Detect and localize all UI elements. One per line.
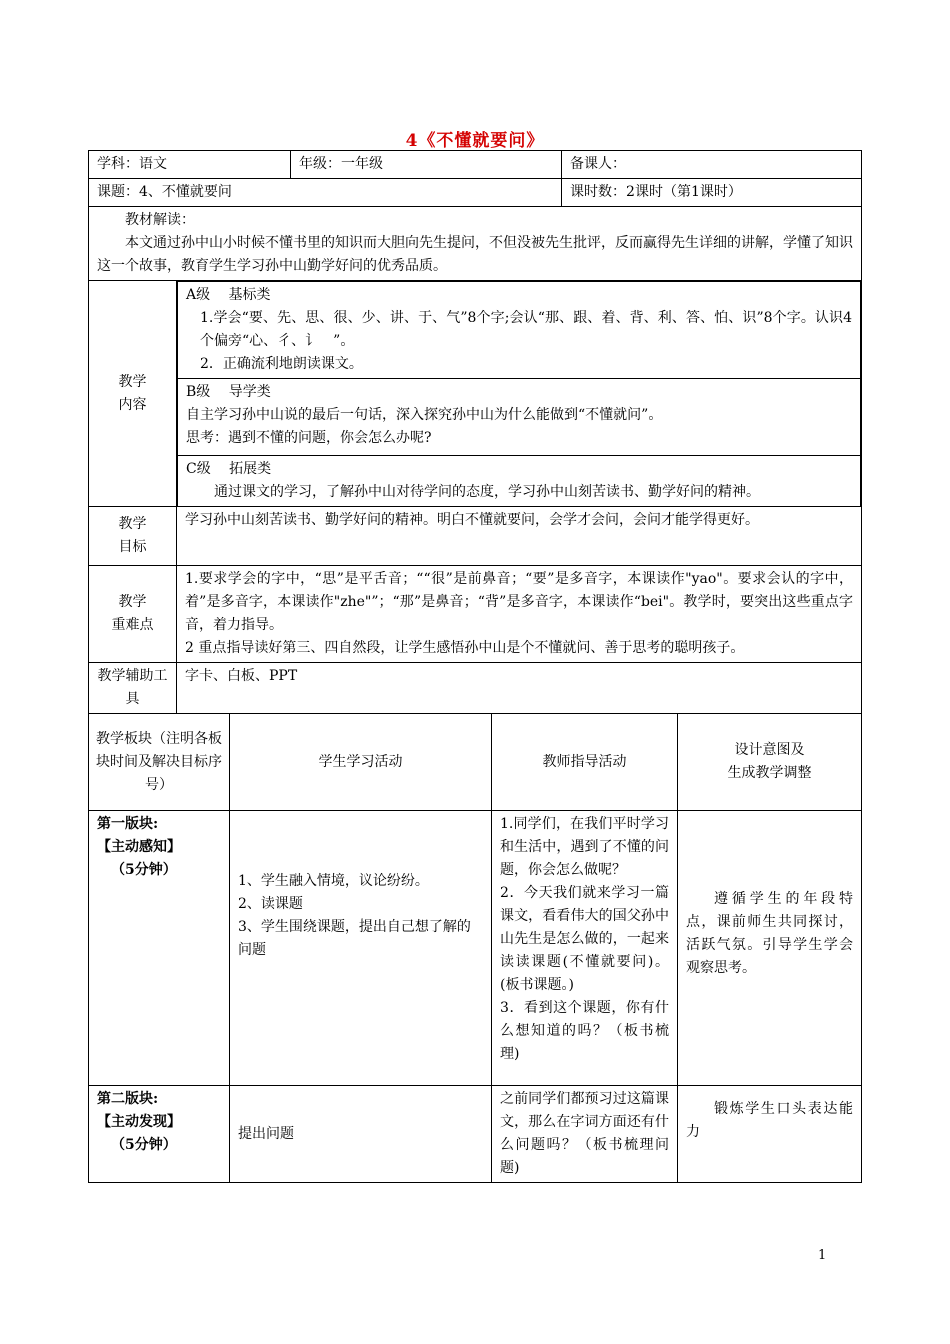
material-body: 本文通过孙中山小时候不懂书里的知识而大胆向先生提问，不但没被先生批评，反而赢得先生详细的讲解，学懂了知识这一个故事，教育学生学习孙中山勤学好问的优秀品质。 xyxy=(97,235,854,274)
level-c xyxy=(178,456,861,507)
level-a-line1: 1.学会“要、先、思、很、少、讲、于、气”8个字;会认“那、跟、着、背、利、答、怕、识”8个字。认识4个偏旁“心、彳、讠 ”。 xyxy=(200,310,853,349)
material-row xyxy=(89,207,862,281)
tools-body: 字卡、白板、PPT xyxy=(177,663,862,714)
hours-cell: 课时数：2课时（第1课时） xyxy=(562,179,862,207)
keypoints-line2: 2 重点指导读好第三、四自然段，让学生感悟孙中山是个不懂就问、善于思考的聪明孩子。 xyxy=(185,640,745,656)
process-col-intent: 设计意图及 生成教学调整 xyxy=(678,714,862,811)
goal-body: 学习孙中山刻苦读书、勤学好问的精神。明白不懂就要问，会学才会问，会问才能学得更好。 xyxy=(177,507,862,566)
keypoints-cell xyxy=(177,566,862,663)
material-cell xyxy=(89,207,862,281)
block-2-student: 提出问题 xyxy=(230,1086,492,1183)
level-c-line1: 通过课文的学习，了解孙中山对待学问的态度，学习孙中山刻苦读书、勤学好问的精神。 xyxy=(214,484,760,500)
level-b-line1: 自主学习孙中山说的最后一句话，深入探究孙中山为什么能做到“不懂就问”。 xyxy=(186,407,663,423)
content-label: 教学 内容 xyxy=(89,281,177,507)
level-b-line2: 思考：遇到不懂的问题，你会怎么办呢? xyxy=(186,430,432,446)
process-header-row xyxy=(89,714,862,811)
topic-cell: 课题：4、不懂就要问 xyxy=(89,179,562,207)
goal-row xyxy=(89,507,862,566)
keypoints-row xyxy=(89,566,862,663)
level-a-heading: A级 基标类 xyxy=(186,287,271,303)
process-col-teacher: 教师指导活动 xyxy=(492,714,678,811)
subject-cell: 学科：语文 xyxy=(89,151,291,179)
process-col-student: 学生学习活动 xyxy=(230,714,492,811)
grade-cell: 年级：一年级 xyxy=(291,151,562,179)
level-b-heading: B级 导学类 xyxy=(186,384,271,400)
block-1-title: 第一版块: 【主动感知】 （5分钟） xyxy=(89,811,230,1086)
header-row-2 xyxy=(89,179,862,207)
preparer-cell: 备课人： xyxy=(562,151,862,179)
block-row-1 xyxy=(89,811,862,1086)
block-1-intent: 遵循学生的年段特点，课前师生共同探讨，活跃气氛。引导学生学会观察思考。 xyxy=(678,811,862,1086)
process-col-block: 教学板块（注明各板块时间及解决目标序号） xyxy=(89,714,230,811)
keypoints-label: 教学 重难点 xyxy=(89,566,177,663)
level-b xyxy=(178,379,861,456)
goal-label: 教学 目标 xyxy=(89,507,177,566)
lesson-plan-sheet xyxy=(88,150,861,1183)
level-a-line2: 2．正确流利地朗读课文。 xyxy=(200,356,363,372)
tools-row xyxy=(89,663,862,714)
level-c-heading: C级 拓展类 xyxy=(186,461,272,477)
content-cell xyxy=(177,281,862,507)
block-1-teacher: 1.同学们，在我们平时学习和生活中，遇到了不懂的问题，你会怎么做呢？ 2．今天我们就来学习一篇课文，看看伟大的国父孙中山先生是怎么做的，一起来读读课题(不懂就要问)。(板书课题。) 3．看到这个课题，你有什么想知道的吗？（板书梳理) xyxy=(492,811,678,1086)
document-title: 4《不懂就要问》 xyxy=(405,131,545,151)
block-row-2 xyxy=(89,1086,862,1183)
material-heading: 教材解读： xyxy=(125,212,195,228)
block-1-student: 1、学生融入情境，议论纷纷。 2、读课题 3、学生围绕课题，提出自己想了解的问题 xyxy=(230,811,492,1086)
block-2-title: 第二版块: 【主动发现】 （5分钟） xyxy=(89,1086,230,1183)
page-number: 1 xyxy=(818,1248,827,1263)
content-row xyxy=(89,281,862,507)
lesson-plan-table xyxy=(88,150,862,1183)
keypoints-line1: 1.要求学会的字中，“思”是平舌音；““很”是前鼻音；“要”是多音字，本课读作"yao"。要求会认的字中，着”是多音字，本课读作"zhe"”；“那”是鼻音；“背”是多音字，本课读作“bei"。教学时，要突出这些重点字音，着力指导。 xyxy=(185,571,854,633)
level-a xyxy=(178,282,861,379)
block-2-intent: 锻炼学生口头表达能力 xyxy=(678,1086,862,1183)
header-row-1 xyxy=(89,151,862,179)
tools-label: 教学辅助工具 xyxy=(89,663,177,714)
block-2-teacher: 之前同学们都预习过这篇课文，那么在字词方面还有什么问题吗？（板书梳理问题) xyxy=(492,1086,678,1183)
content-levels xyxy=(177,281,861,506)
